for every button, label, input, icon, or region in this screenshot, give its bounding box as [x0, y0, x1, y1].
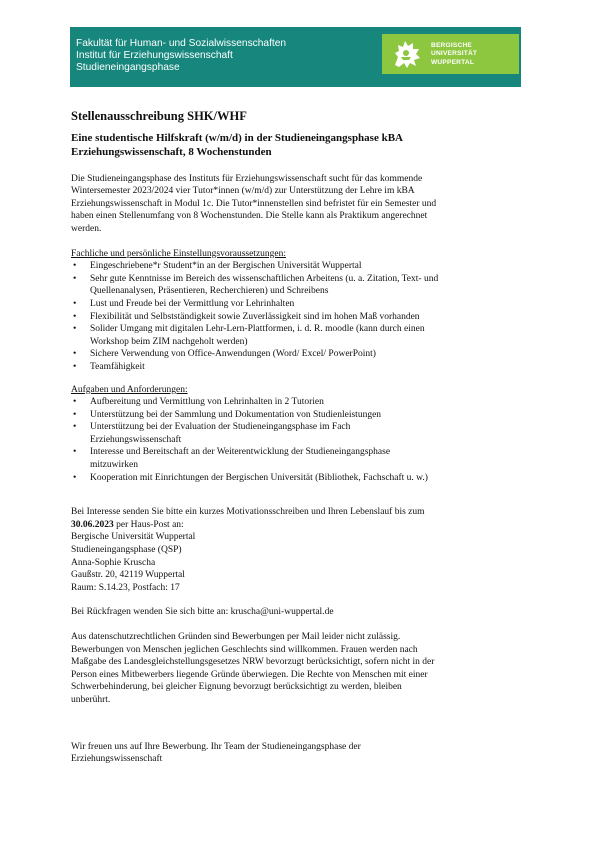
bullet-icon: •	[73, 397, 77, 408]
text-line: unberührt.	[71, 694, 111, 705]
address-line: Gaußstr. 20, 42119 Wuppertal	[71, 570, 185, 581]
header-banner	[70, 27, 521, 87]
logo-wordmark	[431, 42, 477, 67]
logo-line: UNIVERSITÄT	[431, 50, 478, 58]
bullet-icon: •	[73, 311, 77, 322]
bullet-icon: •	[73, 409, 77, 420]
deadline-date: 30.06.2023	[71, 519, 114, 530]
bullet-icon: •	[73, 349, 77, 360]
phase-line: Studieneingangsphase	[76, 62, 180, 73]
list-item	[71, 421, 531, 446]
text-line: Aufbereitung und Vermittlung von Lehrinhalten in 2 Tutorien	[90, 397, 324, 408]
bullet-icon: •	[73, 324, 77, 335]
closing-paragraph	[71, 741, 531, 766]
text-line: Bei Interesse senden Sie bitte ein kurzes Motivationsschreiben und Ihren Lebenslauf bis zum	[71, 507, 425, 518]
text-line: Schwerbehinderung, bei gleicher Eignung bevorzugt berücksichtigt zu werden, bleiben	[71, 682, 402, 693]
faculty-heading	[76, 38, 286, 74]
text-line: Wir freuen uns auf Ihre Bewerbung. Ihr Team der Studieneingangsphase der	[71, 741, 361, 752]
address-line: Bergische Universität Wuppertal	[71, 532, 196, 543]
text-line: Sehr gute Kenntnisse im Bereich des wissenschaftlichen Arbeitens (u. a. Zitation, Text- und	[90, 273, 439, 284]
text-line: Kooperation mit Einrichtungen der Bergischen Universität (Bibliothek, Fachschaft u. w.)	[90, 472, 428, 483]
lion-icon	[389, 37, 425, 71]
list-item	[71, 311, 531, 324]
text-line: Bewerbungen von Menschen jeglichen Geschlechts sind willkommen. Frauen werden nach	[71, 644, 418, 655]
text-line: Die Studieneingangsphase des Instituts für Erziehungswissenschaft sucht für das kommende	[71, 173, 423, 184]
bullet-icon: •	[73, 447, 77, 458]
tasks-heading: Aufgaben und Anforderungen:	[71, 384, 188, 395]
text-line: Person eines Mitbewerbers liegende Gründe überwiegen. Die Rechte von Menschen mit einer	[71, 669, 428, 680]
bullet-icon: •	[73, 273, 77, 284]
list-item	[71, 323, 531, 348]
text-line: Wintersemester 2023/2024 vier Tutor*innen (w/m/d) zur Unterstützung der Lehre im kBA	[71, 186, 415, 197]
logo-line: BERGISCHE	[431, 42, 473, 49]
requirements-heading: Fachliche und persönliche Einstellungsvoraussetzungen:	[71, 248, 287, 259]
bullet-icon: •	[73, 361, 77, 372]
text-line: Flexibilität und Selbstständigkeit sowie Zuverlässigkeit sind im hohen Maß vorhanden	[90, 311, 420, 322]
text-line: Sichere Verwendung von Office-Anwendungen (Word/ Excel/ PowerPoint)	[90, 349, 376, 360]
text-line: Workshop beim ZIM nachgeholt werden)	[90, 336, 248, 347]
list-item	[71, 273, 531, 298]
list-item	[71, 472, 531, 485]
contact-line: Bei Rückfragen wenden Sie sich bitte an: kruscha@uni-wuppertal.de	[71, 607, 334, 618]
list-item	[71, 298, 531, 311]
text-line: Quellenanalysen, Präsentieren, Recherchieren) und Schreibens	[90, 286, 329, 297]
privacy-paragraph	[71, 631, 531, 707]
faculty-line: Fakultät für Human- und Sozialwissenschaften	[76, 38, 287, 49]
text-line: Teamfähigkeit	[90, 361, 145, 372]
text-line: Maßgabe des Landesgleichstellungsgesetzes NRW bevorzugt berücksichtigt, sofern nicht in der	[71, 657, 435, 668]
subtitle-line: Erziehungswissenschaft, 8 Wochenstunden	[71, 146, 272, 159]
job-subtitle	[71, 131, 531, 160]
text-line: Eingeschriebene*r Student*in an der Bergischen Universität Wuppertal	[90, 261, 362, 272]
document-body	[71, 108, 531, 778]
list-item	[71, 396, 531, 409]
list-item	[71, 260, 531, 273]
text-line: Erziehungswissenschaft	[71, 754, 163, 765]
deadline-suffix: per Haus-Post an:	[113, 519, 184, 530]
subtitle-line: Eine studentische Hilfskraft (w/m/d) in der Studieneingangsphase kBA	[71, 132, 403, 144]
bullet-icon: •	[73, 422, 77, 433]
text-line: Interesse und Bereitschaft an der Weiterentwicklung der Studieneingangsphase	[90, 447, 391, 458]
text-line: Unterstützung bei der Evaluation der Studieneingangsphase im Fach	[90, 422, 351, 433]
address-line: Raum: S.14.23, Postfach: 17	[71, 582, 180, 593]
deadline-line	[71, 519, 531, 532]
bullet-icon: •	[73, 472, 77, 483]
list-item	[71, 361, 531, 374]
list-item	[71, 409, 531, 422]
requirements-list	[71, 260, 531, 373]
university-logo	[382, 34, 519, 74]
text-line: Aus datenschutzrechtlichen Gründen sind Bewerbungen per Mail leider nicht zulässig.	[71, 632, 401, 642]
institute-line: Institut für Erziehungswissenschaft	[76, 50, 233, 61]
tasks-list	[71, 396, 531, 484]
text-line: Erziehungswissenschaft	[90, 434, 182, 445]
bullet-icon: •	[73, 261, 77, 272]
bullet-icon: •	[73, 298, 77, 309]
application-paragraph	[71, 506, 531, 594]
text-line: haben einen Stellenumfang von 8 Wochenstunden. Die Stelle kann als Praktikum angerechnet	[71, 211, 428, 222]
list-item	[71, 348, 531, 361]
text-line: Unterstützung bei der Sammlung und Dokumentation von Studienleistungen	[90, 409, 382, 420]
logo-line: WUPPERTAL	[431, 58, 475, 66]
text-line: Erziehungswissenschaft in Modul 1c. Die Tutor*innenstellen sind befristet für ein Semester und	[71, 198, 437, 209]
address-line: Anna-Sophie Kruscha	[71, 557, 156, 568]
text-line: werden.	[71, 223, 102, 234]
text-line: Lust und Freude bei der Vermittlung vor Lehrinhalten	[90, 298, 295, 309]
text-line: Solider Umgang mit digitalen Lehr-Lern-Plattformen, i. d. R. moodle (kann durch einen	[90, 324, 425, 335]
text-line: mitzuwirken	[90, 460, 139, 471]
address-line: Studieneingangsphase (QSP)	[71, 545, 182, 556]
list-item	[71, 446, 531, 471]
intro-paragraph	[71, 173, 531, 236]
page-title: Stellenausschreibung SHK/WHF	[71, 109, 247, 123]
